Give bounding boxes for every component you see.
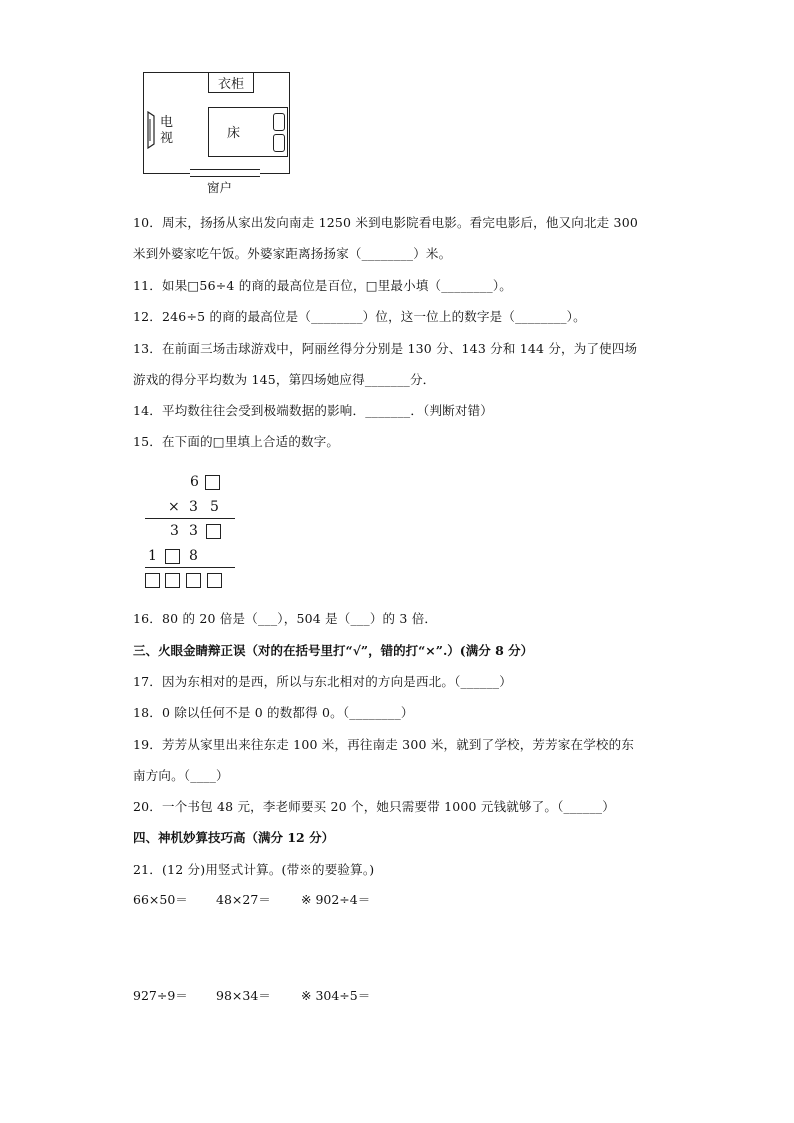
question-10-line1: 10．周末，扬扬从家出发向南走 1250 米到电影院看电影。看完电影后，他又向北走 300 [133, 215, 638, 230]
room-diagram [143, 72, 290, 174]
digit: 3 [170, 523, 179, 539]
digit: 5 [210, 499, 219, 515]
digit: 3 [189, 523, 198, 539]
question-17: 17．因为东相对的是西，所以与东北相对的方向是西北。（______） [133, 674, 512, 689]
blank-box[interactable] [186, 573, 201, 588]
digit: 1 [148, 548, 157, 564]
calc-item: 48×27＝ [216, 892, 271, 907]
question-15: 15．在下面的□里填上合适的数字。 [133, 434, 340, 449]
question-11: 11．如果□56÷4 的商的最高位是百位，□里最小填（________）。 [133, 278, 512, 293]
question-14: 14．平均数往往会受到极端数据的影响．_______．（判断对错） [133, 403, 494, 418]
section-4-heading: 四、神机妙算技巧高（满分 12 分） [133, 830, 335, 845]
rule-line [145, 518, 235, 519]
question-13-line1: 13．在前面三场击球游戏中，阿丽丝得分分别是 130 分、143 分和 144 分，为了使四场 [133, 341, 638, 356]
wardrobe-label: 衣柜 [217, 77, 244, 92]
digit: 3 [189, 499, 198, 515]
calc-item: ※ 304÷5＝ [301, 988, 371, 1003]
bed [208, 107, 288, 157]
question-19-line2: 南方向。（____） [133, 768, 229, 783]
pillow [273, 134, 285, 152]
section-3-heading: 三、火眼金睛辩正误（对的在括号里打“√”，错的打“×”.）(满分 8 分） [133, 643, 534, 658]
tv-icon [147, 111, 155, 149]
question-21: 21．(12 分)用竖式计算。(带※的要验算。) [133, 862, 375, 877]
pillow [273, 113, 285, 131]
blank-box[interactable] [165, 549, 180, 564]
tv-label: 电视 [160, 115, 174, 146]
question-12: 12．246÷5 的商的最高位是（________）位，这一位上的数字是（________）。 [133, 309, 586, 324]
question-10-line2: 米到外婆家吃午饭。外婆家距离扬扬家（________）米。 [133, 246, 452, 261]
calc-item: 66×50＝ [133, 892, 188, 907]
wardrobe [208, 73, 254, 93]
question-20: 20．一个书包 48 元，李老师要买 20 个，她只需要带 1000 元钱就够了。（______） [133, 799, 615, 814]
question-13-line2: 游戏的得分平均数为 145，第四场她应得_______分． [133, 372, 436, 387]
calc-item: ※ 902÷4＝ [301, 892, 371, 907]
blank-box[interactable] [145, 573, 160, 588]
window [190, 169, 260, 177]
blank-box[interactable] [206, 524, 221, 539]
bed-label: 床 [227, 126, 241, 141]
question-19-line1: 19．芳芳从家里出来往东走 100 米，再往南走 300 米，就到了学校，芳芳家在学校的东 [133, 737, 635, 752]
question-18: 18．0 除以任何不是 0 的数都得 0。（________） [133, 705, 414, 720]
calc-item: 927÷9＝ [133, 988, 188, 1003]
blank-box[interactable] [165, 573, 180, 588]
question-16: 16．80 的 20 倍是（___），504 是（___）的 3 倍． [133, 611, 438, 626]
blank-box[interactable] [205, 475, 220, 490]
digit: 6 [190, 474, 199, 490]
calc-item: 98×34＝ [216, 988, 271, 1003]
digit: 8 [189, 548, 198, 564]
times-sign: × [168, 499, 180, 515]
window-label: 窗户 [207, 180, 233, 195]
blank-box[interactable] [207, 573, 222, 588]
rule-line [145, 567, 235, 568]
